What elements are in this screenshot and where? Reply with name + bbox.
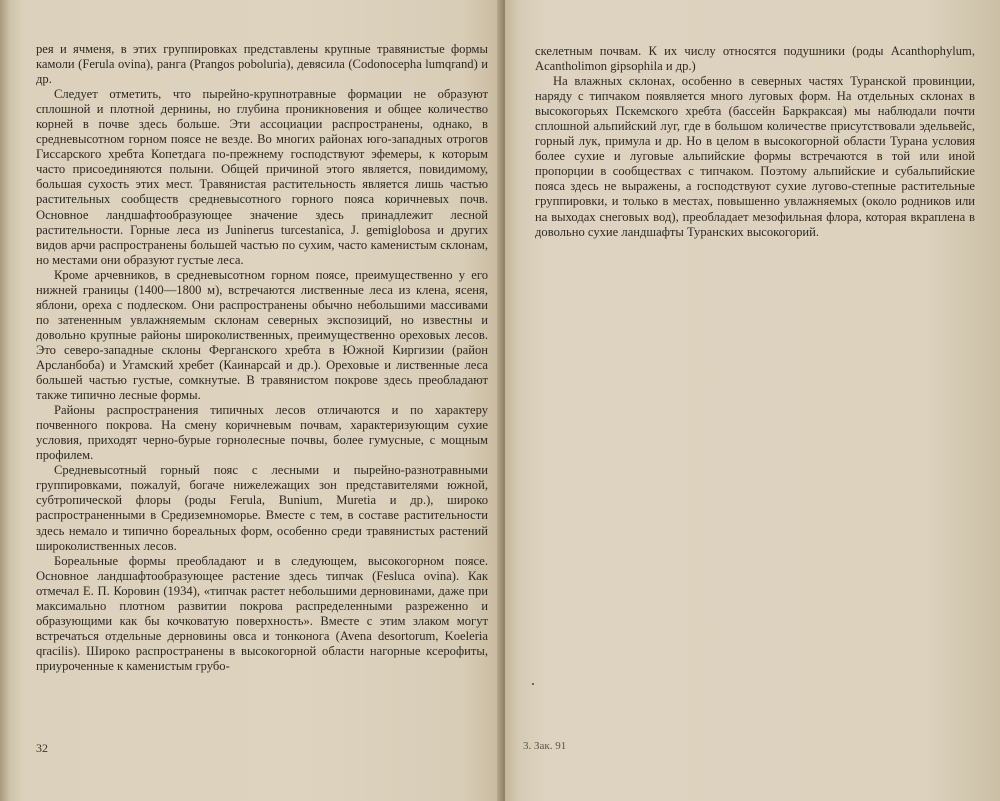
paragraph: рея и ячменя, в этих группировках представлены крупные травянистые формы камоли (Ferula ovina), ранга (Prangos poboluria), девясила (Codonocepha lumqrand) и др. xyxy=(36,42,488,87)
page-number: 32 xyxy=(36,741,48,755)
paragraph: Бореальные формы преобладают и в следующем, высокогорном поясе. Основное ландшафтообразующее растение здесь типчак (Fesluca ovina). Как отмечал Е. П. Коровин (1934), «типчак растет небольшими дерновинами, даже при максимально плотном развитии покрова распределенными разреженно и образующими как бы кочковатую поверхность». Вместе с этим злаком могут встречаться отдельные дерновины овса и тонконога (Avena desortorum, Koeleria qracilis). Широко распространены в высокогорной области нагорные ксерофиты, приуроченные к каменистым грубо- xyxy=(36,553,488,673)
signature-mark: 3. Зак. 91 xyxy=(523,740,567,752)
right-page xyxy=(505,0,1000,801)
paragraph: На влажных склонах, особенно в северных частях Туранской провинции, наряду с типчаком появляется много луговых форм. На отдельных склонах в высокогорьях Пскемского хребта (бассейн Баркраксая) мы наблюдали почти сплошной альпийский луг, где в большом количестве присутствовали эдельвейс, горный лук, примула и др. Но в целом в высокогорной области Турана условия более сухие и луговые альпийские формы встречаются в той или иной пропорции в сообществах с типчаком. Поэтому альпийские и субальпийские пояса здесь не выражены, а господствуют сухие лугово-степные растительные группировки, и только в местах, повышенно увлажняемых (около родников или на выходах снеговых вод), преобладает мезофильная флора, которая вкраплена в довольно сухие ландшафты Туранских высокогорий. xyxy=(535,74,975,239)
paragraph: Следует отметить, что пырейно-крупнотравные формации не образуют сплошной и плотной дернины, но глубина проникновения и общее количество корней в почве здесь больше. Эти ассоциации распространены, однако, в средневысотном горном поясе не везде. Во многих районах юго-западных отрогов Гиссарского хребта Копетдага по-прежнему господствуют эфемеры, к которым часто присоединяются полыни. Общей причиной этого является, повидимому, большая сухость этих мест. Травянистая растительность является лишь частью растительных сообществ средневысотного горного пояса коричневых почв. Основное ландшафтообразующее значение здесь принадлежит лесной растительности. Горные леса из Juninerus turcestanica, J. gemiglobosa и других видов арчи распространены большей частью по сухим, часто каменистым склонам, но местами они образуют густые леса. xyxy=(36,87,488,267)
left-page-text xyxy=(36,42,488,674)
right-page-text xyxy=(535,44,975,240)
paragraph: Средневысотный горный пояс с лесными и пырейно-разнотравными группировками, пожалуй, богаче нижележащих зон представителями южной, субтропической флоры (роды Ferula, Bunium, Muretia и др.), широко распространенными в Средиземноморье. Вместе с тем, в составе растительности здесь немало и типично бореальных форм, особенно среди травянистых растений широколиственных лесов. xyxy=(36,463,488,553)
paragraph: Районы распространения типичных лесов отличаются и по характеру почвенного покрова. На смену коричневым почвам, характеризующим сухие условия, приходят черно-бурые горнолесные почвы, более гумусные, с мощным профилем. xyxy=(36,403,488,463)
ink-speck xyxy=(532,683,534,685)
paragraph: Кроме арчевников, в средневысотном горном поясе, преимущественно у его нижней границы (1400—1800 м), встречаются лиственные леса из клена, ясеня, яблони, ореха с подлеском. Они распространены обычно небольшими массивами по затененным увлажняемым склонам северных экспозиций, но известны и довольно крупные районы широколиственных, преимущественно ореховых лесов. Это северо-западные склоны Ферганского хребта в Южной Киргизии (район Арсланбоба) и Угамский хребет (Каинарсай и др.). Ореховые и лиственные леса большей частью густые, сомкнутые. В травянистом покрове здесь преобладают также типично лесные формы. xyxy=(36,267,488,403)
paragraph: скелетным почвам. К их числу относятся подушники (роды Acanthophylum, Acantholimon gipsophila и др.) xyxy=(535,44,975,74)
